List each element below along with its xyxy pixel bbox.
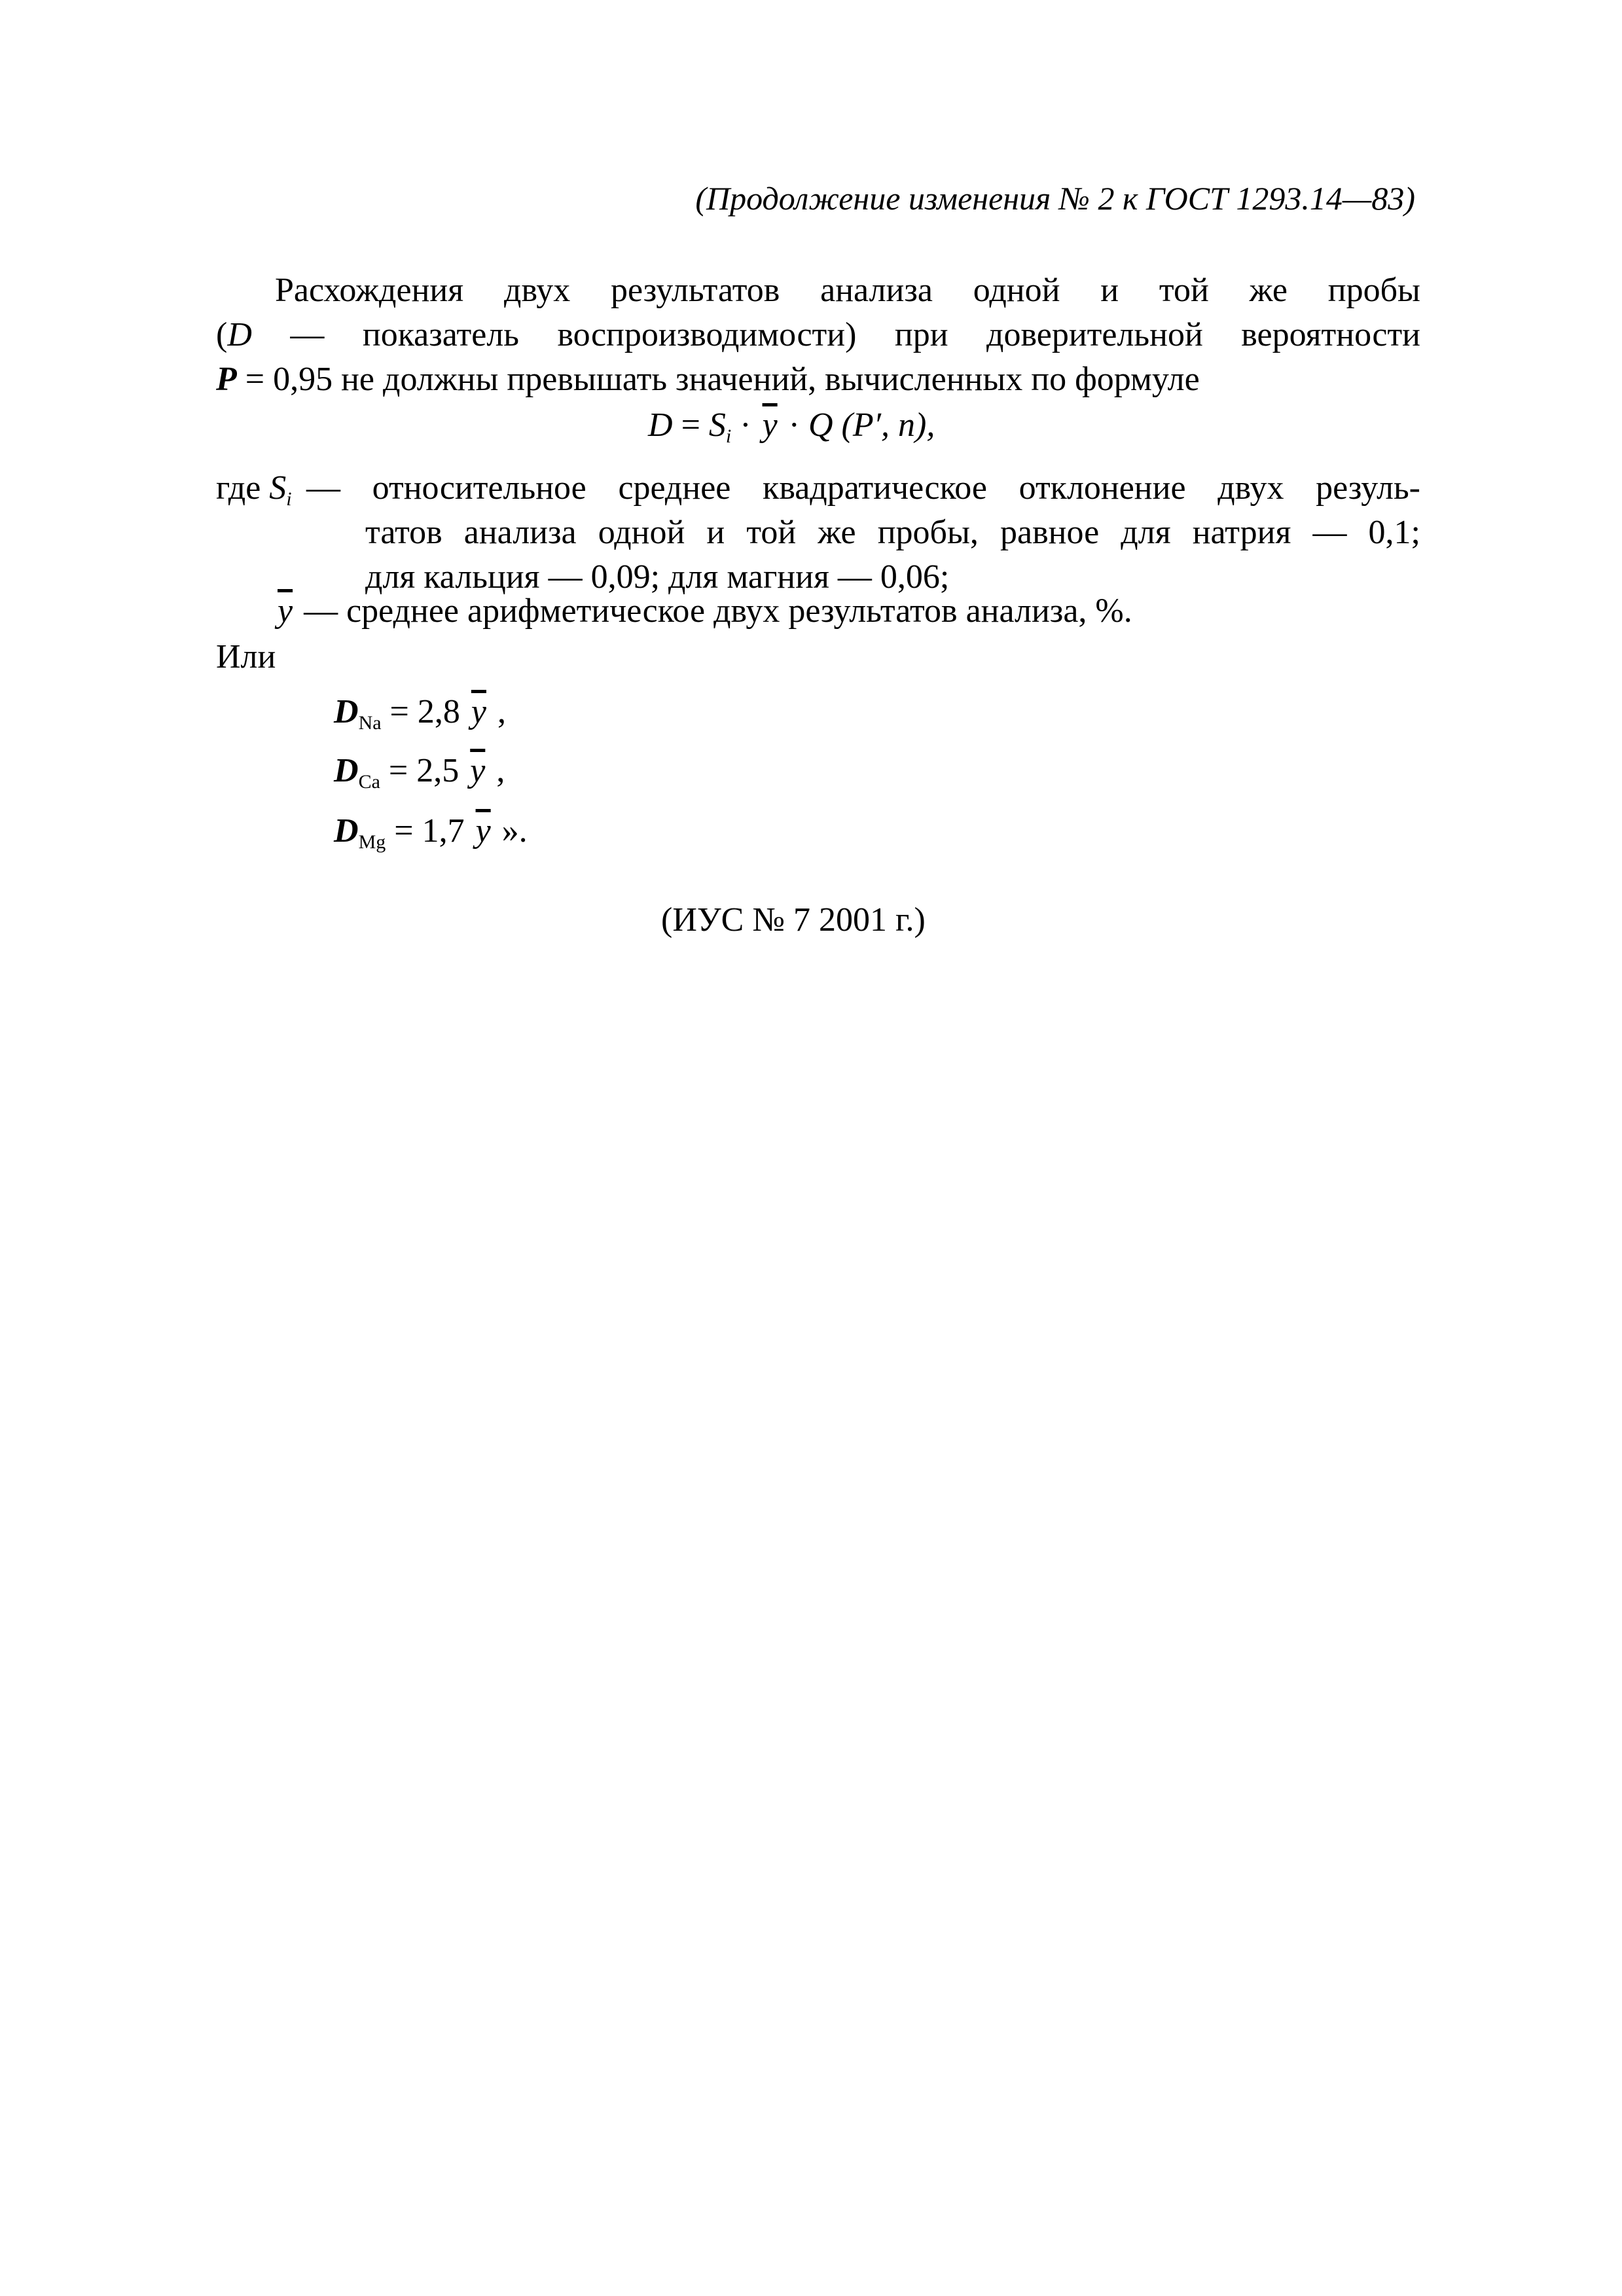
where-label [216,466,292,522]
eq-mg-d: D [334,812,359,850]
eq-ca-sub: Ca [358,771,380,793]
main-paragraph [216,268,1420,402]
or-label: Или [216,638,276,675]
eq-ca-end: , [488,752,505,789]
where-s-sub: i [286,488,292,510]
ydef-y-bar: $\overline{y}$ [278,592,293,630]
where-line-1: — относительное среднее квадратическое отклонение двух резуль- [306,469,1420,507]
paragraph-line-2 [216,313,1420,357]
eq-mg-y-bar: $\overline{y}$ [475,812,491,850]
formula-q: Q [808,406,833,444]
formula-s-sub: i [725,425,732,447]
eq-mg-value: = 1,7 [386,812,473,850]
equation-na [334,692,506,734]
equation-mg [334,812,528,853]
ius-reference: (ИУС № 7 2001 г.) [661,901,926,939]
symbol-p: P [216,361,237,398]
paragraph-line-2-text: — показатель воспроизводимости) при доверительной вероятности [251,316,1420,353]
symbol-d: D [227,316,252,353]
paragraph-line-3 [216,357,1420,402]
formula-s: S [708,406,726,444]
eq-na-d: D [334,693,359,730]
formula-d: D [648,406,673,444]
formula-y-bar: $\overline{y}$ [762,406,778,444]
paragraph-line-3-text: не должны превышать значений, вычисленных по формуле [341,361,1200,398]
main-formula [648,406,935,448]
page-header: (Продолжение изменения № 2 к ГОСТ 1293.14—83) [695,180,1415,217]
where-line-2: татов анализа одной и той же пробы, равное для натрия — 0,1; [365,514,1420,551]
formula-eq: = [672,406,709,444]
eq-ca-value: = 2,5 [380,752,468,789]
ydef-text: — среднее арифметическое двух результатов анализа, %. [295,592,1132,630]
eq-na-value: = 2,8 [381,693,469,730]
eq-ca-d: D [334,752,359,789]
formula-dot-1: · [731,406,760,444]
paragraph-line-1: Расхождения двух результатов анализа одной и той же пробы [275,272,1420,309]
where-body [306,466,1420,600]
eq-mg-sub: Mg [358,831,386,853]
eq-na-y-bar: $\overline{y}$ [471,693,486,730]
formula-args: (P′, n), [833,406,935,444]
y-definition [275,592,1132,630]
probability-value: = 0,95 [236,361,342,398]
eq-na-sub: Na [358,712,382,734]
where-s: S [269,469,287,507]
where-word: где [216,469,270,507]
formula-dot-2: · [780,406,808,444]
eq-mg-end: ». [493,812,528,850]
equation-ca [334,751,505,793]
paren: ( [216,316,228,353]
where-line-3: для кальция — 0,09; для магния — 0,06; [365,558,950,596]
eq-na-end: , [488,693,506,730]
eq-ca-y-bar: $\overline{y}$ [470,752,486,789]
